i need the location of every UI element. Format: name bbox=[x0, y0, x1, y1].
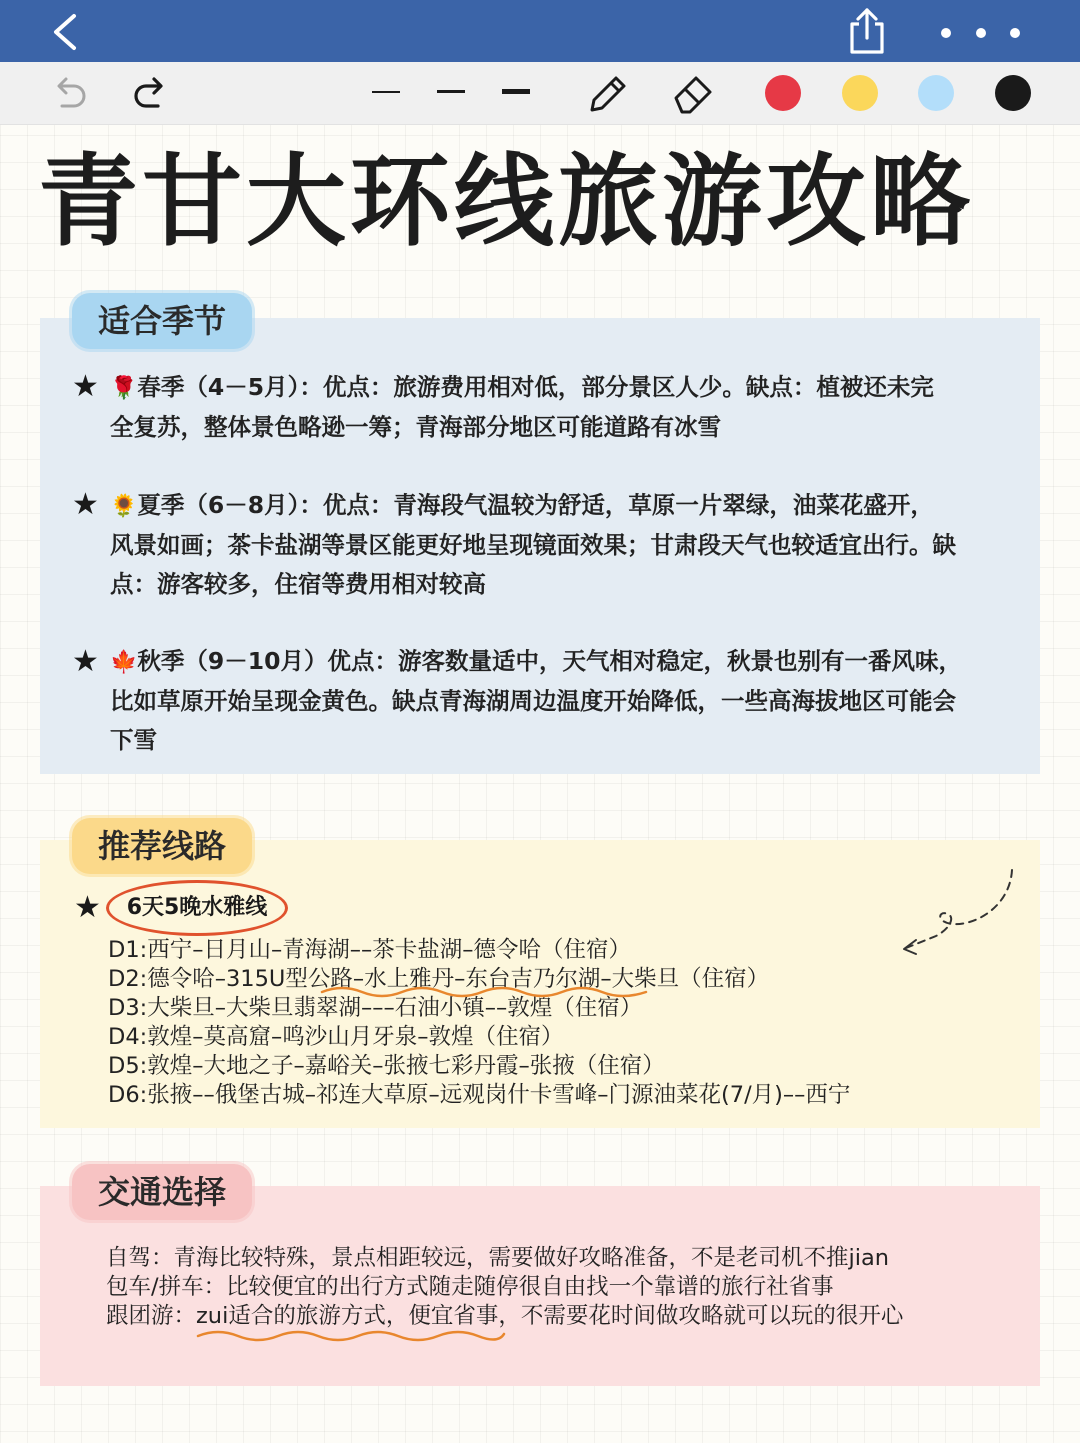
summer-line-1: 夏季（6－8月）：优点：青海段气温较为舒适，草原一片翠绿，油菜花盛开， bbox=[137, 491, 934, 519]
route-day-4: D4:敦煌–莫高窟–鸣沙山月牙泉–敦煌（住宿） bbox=[108, 1024, 564, 1050]
route-day-3: D3:大柴旦–大柴旦翡翠湖–––石油小镇––敦煌（住宿） bbox=[108, 995, 643, 1021]
star-icon: ★ bbox=[74, 890, 101, 925]
maple-leaf-icon: 🍁 bbox=[110, 650, 138, 675]
eraser-icon[interactable] bbox=[670, 70, 716, 116]
star-icon: ★ bbox=[72, 644, 99, 679]
autumn-text bbox=[110, 642, 1010, 760]
undo-icon[interactable] bbox=[50, 76, 90, 112]
route-day-5: D5:敦煌–大地之子–嘉峪关–张掖七彩丹霞–张掖（住宿） bbox=[108, 1053, 665, 1079]
color-yellow-swatch[interactable] bbox=[842, 75, 878, 111]
summer-line-3: 点：游客较多，住宿等费用相对较高 bbox=[110, 570, 486, 598]
star-icon: ★ bbox=[72, 369, 99, 404]
autumn-line-2: 比如草原开始呈现金黄色。缺点青海湖周边温度开始降低，一些高海拔地区可能会 bbox=[110, 687, 956, 715]
routes-heading: 推荐线路 bbox=[72, 818, 252, 874]
more-dots-icon[interactable] bbox=[930, 18, 1030, 48]
redo-icon[interactable] bbox=[130, 76, 170, 112]
spring-text bbox=[110, 368, 1010, 447]
spring-line-1: 春季（4－5月）：优点：旅游费用相对低，部分景区人少。缺点：植被还未完 bbox=[137, 373, 934, 401]
stroke-width-medium-button[interactable] bbox=[437, 90, 465, 93]
transport-line-tour: 跟团游：zui适合的旅游方式，便宜省事，不需要花时间做攻略就可以玩的很开心 bbox=[106, 1303, 904, 1329]
route-day-1: D1:西宁–日月山–青海湖––茶卡盐湖–德令哈（住宿） bbox=[108, 937, 631, 963]
drawing-toolbar bbox=[0, 62, 1080, 125]
stroke-width-thick-button[interactable] bbox=[502, 89, 530, 94]
spring-line-2: 全复苏，整体景色略逊一筹；青海部分地区可能道路有冰雪 bbox=[110, 413, 721, 441]
share-icon[interactable] bbox=[844, 6, 890, 56]
color-red-swatch[interactable] bbox=[765, 75, 801, 111]
sunflower-icon: 🌻 bbox=[110, 494, 138, 519]
page-title: 青甘大环线旅游攻略 bbox=[38, 143, 974, 260]
chevron-left-icon[interactable] bbox=[44, 10, 86, 54]
star-icon: ★ bbox=[72, 487, 99, 522]
route-day-6: D6:张掖––俄堡古城–祁连大草原–远观岗什卡雪峰–门源油菜花(7/月)––西宁 bbox=[108, 1082, 851, 1108]
transport-line-charter: 包车/拼车：比较便宜的出行方式随走随停很自由找一个靠谱的旅行社省事 bbox=[106, 1274, 834, 1300]
summer-line-2: 风景如画；茶卡盐湖等景区能更好地呈现镜面效果；甘肃段天气也较适宜出行。缺 bbox=[110, 531, 956, 559]
top-app-bar bbox=[0, 0, 1080, 62]
route-day-2: D2:德令哈–315U型公路–水上雅丹–东台吉乃尔湖–大柴旦（住宿） bbox=[108, 966, 770, 992]
stroke-width-thin-button[interactable] bbox=[372, 91, 400, 93]
summer-text bbox=[110, 486, 1010, 604]
autumn-line-3: 下雪 bbox=[110, 726, 157, 754]
rose-icon: 🌹 bbox=[110, 376, 138, 401]
color-lightblue-swatch[interactable] bbox=[918, 75, 954, 111]
transport-line-selfdrive: 自驾：青海比较特殊，景点相距较远，需要做好攻略准备，不是老司机不推jian bbox=[106, 1245, 890, 1271]
transport-heading: 交通选择 bbox=[72, 1164, 252, 1220]
autumn-line-1: 秋季（9－10月）优点：游客数量适中，天气相对稳定，秋景也别有一番风味， bbox=[137, 647, 962, 675]
color-black-swatch[interactable] bbox=[995, 75, 1031, 111]
route-name-badge: 6天5晚水雅线 bbox=[106, 880, 288, 936]
seasons-heading: 适合季节 bbox=[72, 293, 252, 349]
pen-icon[interactable] bbox=[584, 70, 628, 116]
